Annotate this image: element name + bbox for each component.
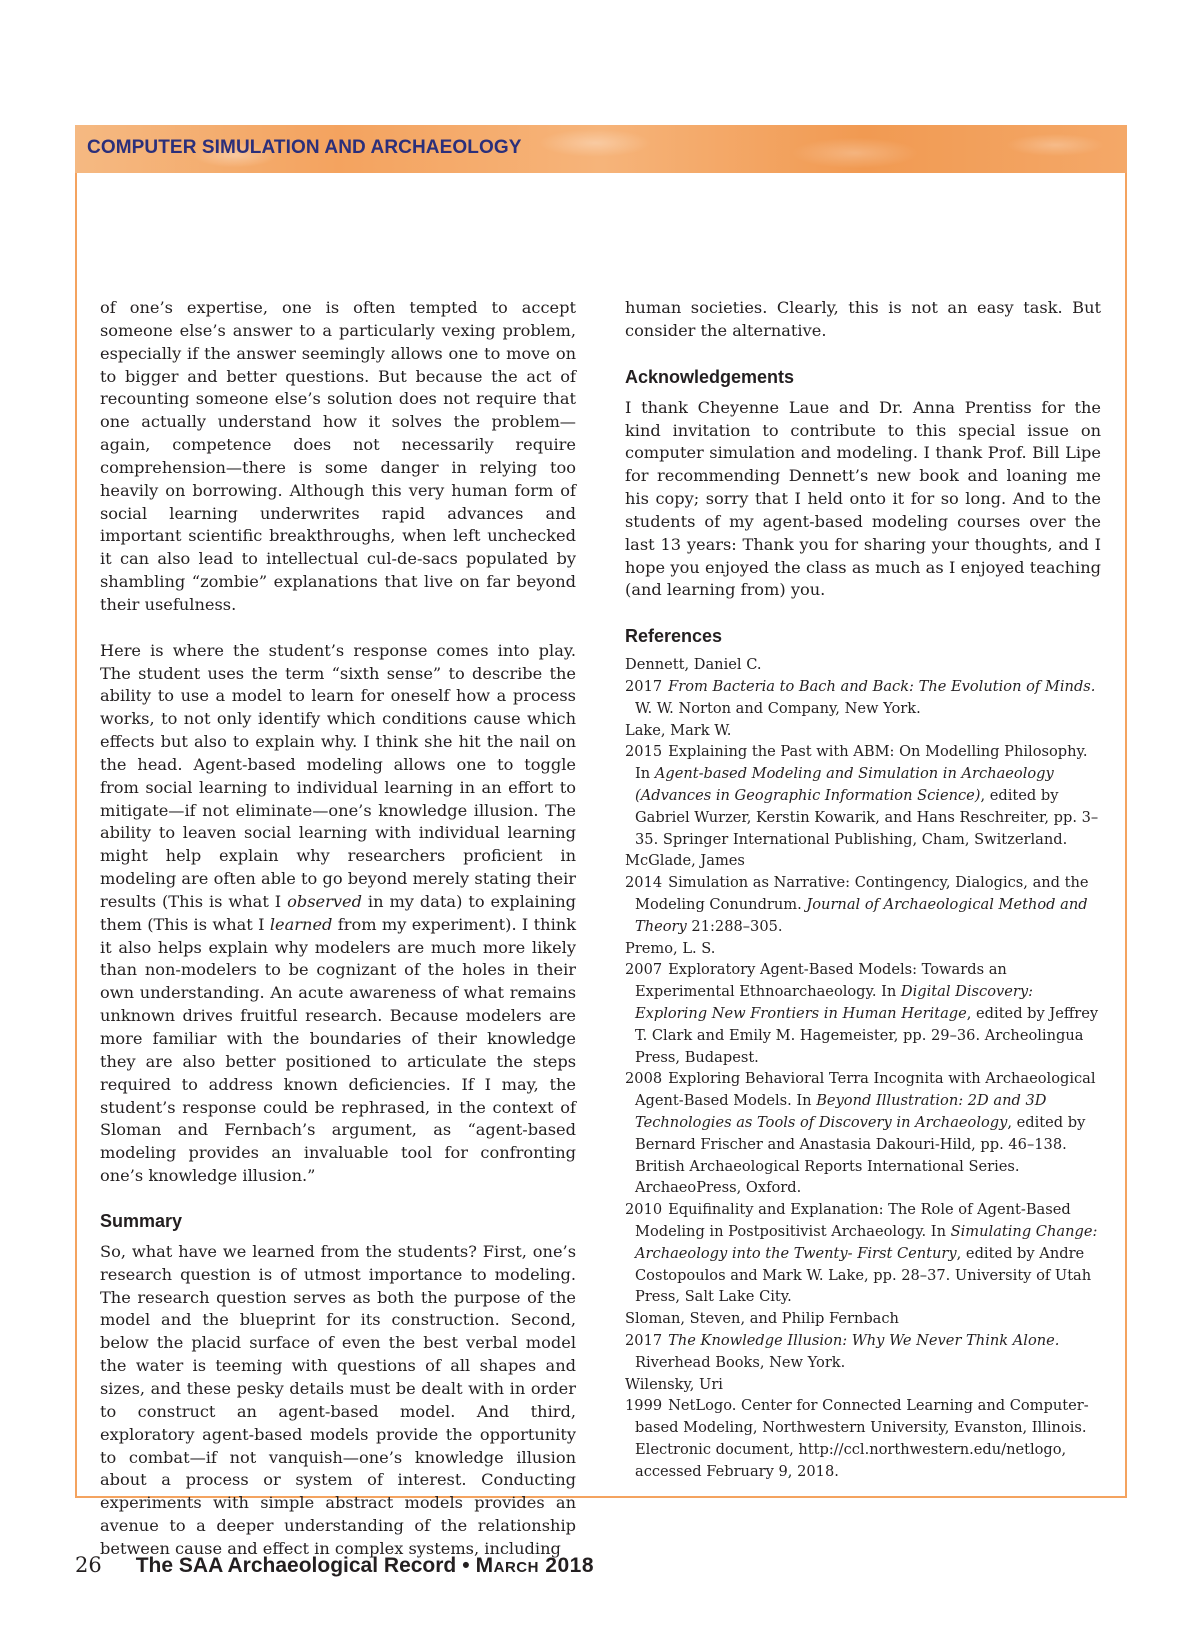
reference-year: 2017 [625,1331,663,1349]
reference-year: 2014 [625,874,663,892]
reference-author: Wilensky, Uri [625,1375,723,1393]
body-paragraph: Here is where the student’s response comes into play. The student uses the term “sixth sense” to describe the ability to use a model to learn for oneself how a process works, to not only identify which conditions cause which effects but also to explain why. I think she hit the nail on the head. Agent-based modeling allows one to toggle from social learning to individual learning in an effort to mitigate—if not eliminate—one’s knowledge illusion. The ability to leaven social learning with individual learning might help explain why researchers proficient in modeling are often able to go beyond merely stating their results (This is what I observed in my data) to explaining them (This is what I learned from my experiment). I think it also helps explain why modelers are much more likely than non-modelers to be cognizant of the holes in their own understanding. An acute awareness of what remains unknown drives fruitful research. Because modelers are more familiar with the boundaries of their knowledge they are also better positioned to articulate the steps required to address known deficiencies. If I may, the student’s response could be rephrased, in the context of Sloman and Fernbach’s argument, as “agent-based modeling provides an invaluable tool for confronting one’s knowledge illusion.” [100,640,576,1186]
page-number: 26 [75,1553,102,1577]
body-paragraph: human societies. Clearly, this is not an easy task. But consider the alternative. [625,298,1101,340]
summary-paragraph: So, what have we learned from the students? First, one’s research question is of utmost importance to modeling. The research question serves as both the purpose of the model and the blueprint for its construction. Second, below the placid surface of even the best verbal model the water is teeming with questions of all shapes and sizes, and these pesky details must be dealt with in order to construct an agent-based model. And third, exploratory agent-based models provide the opportunity to combat—if not vanquish—one’s knowledge illusion about a process or system of interest. Conducting experiments with simple abstract models provides an avenue to a deeper understanding of the relationship between cause and effect in complex systems, including [100,1241,576,1558]
reference-entry: 2007 Exploratory Agent-Based Models: Towards an Experimental Ethnoarchaeology. In Digital Discovery: Exploring New Frontiers in Human Heritage, edited by Jeffrey T. Clark and Emily M. Hagemeister, pp. 29–36. Archeolingua Press, Budapest. [625,961,1099,1066]
acknowledgements-paragraph: I thank Cheyenne Laue and Dr. Anna Prentiss for the kind invitation to contribute to this special issue on computer simulation and modeling. I thank Prof. Bill Lipe for recommending Dennett’s new book and loaning me his copy; sorry that I held onto it for so long. And to the students of my agent-based modeling courses over the last 13 years: Thank you for sharing your thoughts, and I hope you enjoyed the class as much as I enjoyed teaching (and learning from) you. [625,397,1101,600]
reference-author: McGlade, James [625,852,745,870]
reference-entry: 2010 Equifinality and Explanation: The Role of Agent-Based Modeling in Postpositivist Archaeology. In Simulating Change: Archaeology into the Twenty- First Century, edited by Andre Costopoulos and Mark W. Lake, pp. 28–37. University of Utah Press, Salt Lake City. [625,1201,1098,1306]
reference-author: Lake, Mark W. [625,721,732,739]
body-paragraph: of one’s expertise, one is often tempted to accept someone else’s answer to a particularly vexing problem, especially if the answer seemingly allows one to move on to bigger and better questions. But because the act of recounting someone else’s solution does not require that one actually understand how it solves the problem—again, competence does not necessarily require comprehension—there is some danger in relying too heavily on borrowing. Although this very human form of social learning underwrites rapid advances and important scientific breakthroughs, when left unchecked it can also lead to intellectual cul-de-sacs populated by shambling “zombie” explanations that live on far beyond their usefulness. [100,298,576,614]
reference-author: Premo, L. S. [625,939,716,957]
right-column [625,297,1101,1483]
page-footer [75,1553,594,1578]
journal-name: The SAA Archaeological Record [135,1554,457,1577]
reference-entry: 2015 Explaining the Past with ABM: On Modelling Philosophy. In Agent-based Modeling and Simulation in Archaeology (Advances in Geographic Information Science), edited by Gabriel Wurzer, Kerstin Kowarik, and Hans Reschreiter, pp. 3–35. Springer International Publishing, Cham, Switzerland. [625,743,1099,848]
reference-list [625,654,1101,1482]
acknowledgements-heading: Acknowledgements [625,366,795,387]
reference-year: 2015 [625,743,663,761]
footer-bullet: • [462,1554,470,1577]
issue-date: March 2018 [475,1554,594,1577]
reference-year: 2010 [625,1201,663,1219]
left-column [100,297,576,1561]
reference-entry: 2008 Exploring Behavioral Terra Incognita with Archaeological Agent-Based Models. In Beyond Illustration: 2D and 3D Technologies as Tools of Discovery in Archaeology, edited by Bernard Frischer and Anastasia Dakouri-Hild, pp. 46–138. British Archaeological Reports International Series. ArchaeoPress, Oxford. [625,1070,1096,1197]
reference-year: 2007 [625,961,663,979]
reference-author: Dennett, Daniel C. [625,656,762,674]
reference-author: Sloman, Steven, and Philip Fernbach [625,1310,899,1328]
reference-year: 2008 [625,1070,663,1088]
section-title: COMPUTER SIMULATION AND ARCHAEOLOGY [87,137,522,158]
reference-entry: 2014 Simulation as Narrative: Contingency, Dialogics, and the Modeling Conundrum. Journal of Archaeological Method and Theory 21:288–305. [625,874,1089,935]
reference-entry: 2017 The Knowledge Illusion: Why We Never Think Alone. Riverhead Books, New York. [625,1331,1060,1371]
reference-entry: 1999 NetLogo. Center for Connected Learning and Computer-based Modeling, Northwestern University, Evanston, Illinois. Electronic document, http://ccl.northwestern.edu/netlogo, accessed February 9, 2018. [625,1397,1089,1480]
reference-year: 1999 [625,1397,663,1415]
summary-heading: Summary [100,1210,183,1231]
section-banner [75,125,1127,173]
references-heading: References [625,626,723,647]
reference-entry: 2017 From Bacteria to Bach and Back: The Evolution of Minds. W. W. Norton and Company, New York. [625,678,1096,717]
reference-year: 2017 [625,678,663,696]
